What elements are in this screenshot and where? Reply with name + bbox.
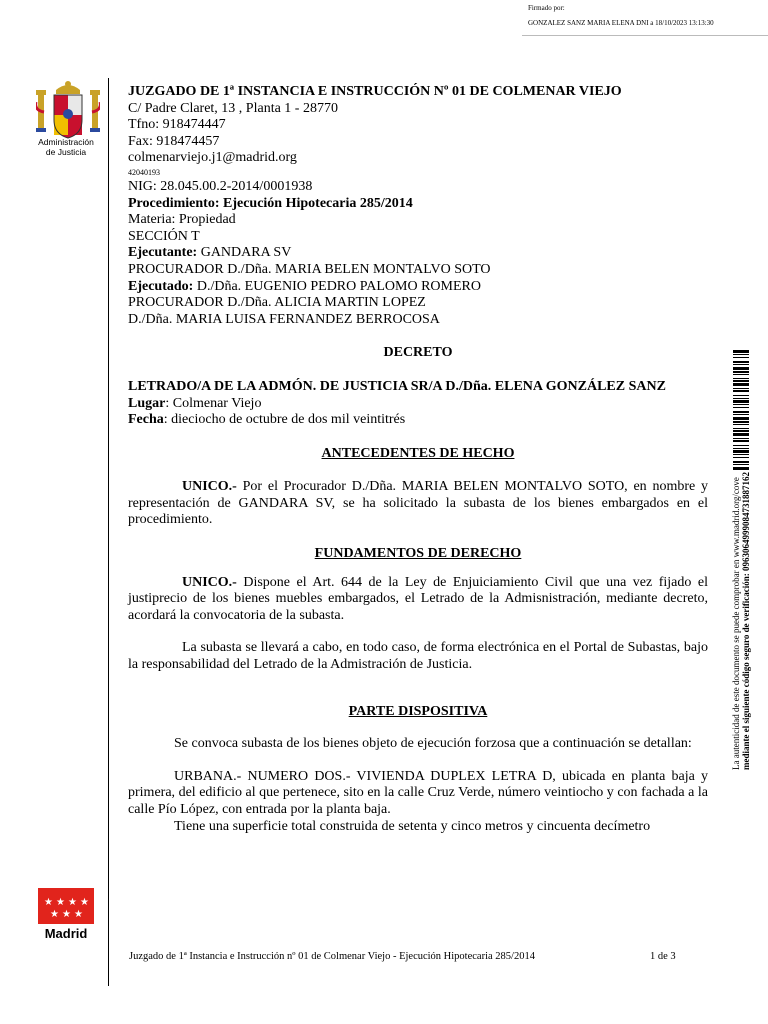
barcode-bar	[733, 417, 749, 420]
court-address: C/ Padre Claret, 13 , Planta 1 - 28770	[128, 100, 338, 116]
barcode-bar	[733, 421, 749, 423]
decree-title: DECRETO	[383, 345, 453, 361]
administracion-justicia-label	[30, 137, 102, 157]
barcode-bar	[733, 457, 749, 458]
svg-text:★: ★	[74, 909, 83, 920]
verification-strip	[731, 350, 768, 770]
case-matter: Materia: Propiedad	[128, 212, 236, 228]
barcode-bar	[733, 380, 749, 382]
fundamentos-lead: UNICO.-	[182, 574, 237, 590]
barcode-bar	[733, 354, 749, 355]
barcode-bar	[733, 438, 749, 439]
coat-of-arms-icon	[36, 80, 100, 142]
decree-letrado: LETRADO/A DE LA ADMÓN. DE JUSTICIA SR/A D./Dña. ELENA GONZÁLEZ SANZ	[128, 378, 666, 394]
barcode-bar	[733, 440, 749, 442]
barcode-bar	[733, 364, 749, 365]
executant-label: Ejecutante:	[128, 245, 198, 261]
barcode-bar	[733, 361, 749, 363]
svg-text:★: ★	[68, 897, 77, 908]
document-body	[128, 84, 708, 835]
admin-label-line2: de Justicia	[45, 147, 87, 157]
madrid-star-logo-icon	[38, 888, 94, 924]
case-procedure: Procedimiento: Ejecución Hipotecaria 285/2014	[128, 195, 413, 211]
case-procurador1: PROCURADOR D./Dña. MARIA BELEN MONTALVO SOTO	[128, 261, 491, 277]
svg-text:★: ★	[80, 897, 89, 908]
verification-line1: La autenticidad de este documento se puede comprobar en www.madrid.org/cove	[731, 477, 741, 770]
court-fax: Fax: 918474457	[128, 133, 220, 149]
barcode-bar	[733, 374, 749, 375]
court-code: 42040193	[128, 167, 160, 177]
case-other-party: D./Dña. MARIA LUISA FERNANDEZ BERROCOSA	[128, 311, 440, 327]
barcode-bar	[733, 378, 749, 379]
case-executant	[128, 245, 708, 262]
place-label: Lugar	[128, 395, 166, 411]
decree-place	[128, 396, 708, 413]
barcode-bar	[733, 404, 749, 405]
fundamentos-text: Dispone el Art. 644 de la Ley de Enjuiciamiento Civil que una vez fijado el justiprecio de los bienes muebles embargados, el Letrado de la Admisnistración, mediante decreto, acordará la convocatoria de la subasta.	[128, 574, 708, 623]
barcode-bar	[733, 350, 749, 353]
case-section: SECCIÓN T	[128, 228, 200, 244]
page-number: 1 de 3	[650, 951, 676, 962]
antecedentes-title: ANTECEDENTES DE HECHO	[321, 445, 515, 461]
barcode-bar	[733, 407, 749, 408]
svg-text:★: ★	[50, 909, 59, 920]
left-margin-rule	[108, 78, 109, 986]
parte-paragraph-1: Se convoca subasta de los bienes objeto de ejecución forzosa que a continuación se detallan:	[174, 736, 692, 752]
court-email: colmenarviejo.j1@madrid.org	[128, 150, 297, 166]
parte-paragraph-3: Tiene una superficie total construida de setenta y cinco metros y cincuenta decímetro	[174, 818, 651, 834]
barcode-bar	[733, 390, 749, 392]
barcode-bar	[733, 371, 749, 373]
decree-date	[128, 412, 708, 429]
court-phone: Tfno: 918474447	[128, 117, 226, 133]
fundamentos-paragraph	[128, 575, 708, 625]
barcode-bar	[733, 411, 749, 413]
date-value: : dieciocho de octubre de dos mil veintitrés	[163, 412, 406, 428]
svg-text:★: ★	[44, 897, 53, 908]
barcode-bar	[733, 398, 749, 399]
signature-label: Firmado por:	[528, 4, 565, 12]
fundamentos-title: FUNDAMENTOS DE DERECHO	[314, 546, 522, 562]
barcode-bar	[733, 388, 749, 389]
place-value: : Colmenar Viejo	[165, 395, 262, 411]
barcode-bar	[733, 400, 749, 403]
parte-dispositiva-title: PARTE DISPOSITIVA	[348, 703, 488, 719]
footer-text: Juzgado de 1ª Instancia e Instrucción nº 01 de Colmenar Viejo - Ejecución Hipotecaria 285/2014	[129, 951, 535, 962]
date-label: Fecha	[128, 412, 164, 428]
barcode-bar	[733, 454, 749, 455]
barcode-bar	[733, 430, 749, 432]
barcode-bar	[733, 467, 749, 470]
case-procurador2: PROCURADOR D./Dña. ALICIA MARTIN LOPEZ	[128, 295, 426, 311]
barcode-bar	[733, 450, 749, 453]
madrid-label: Madrid	[44, 926, 88, 941]
executant-value: GANDARA SV	[197, 245, 292, 261]
signature-signer: GONZALEZ SANZ MARIA ELENA DNI a 18/10/2023 13:13:30	[528, 19, 714, 27]
fundamentos-paragraph-2: La subasta se llevará a cabo, en todo caso, de forma electrónica en el Portal de Subastas, bajo la responsabilidad del Letrado de la Admistración de Justicia.	[128, 640, 708, 673]
barcode-bar	[733, 367, 749, 370]
verification-line2: mediante el siguiente código seguro de verificación: 0963064999084731887162	[741, 471, 751, 770]
antecedentes-lead: UNICO.-	[182, 479, 237, 495]
executed-label: Ejecutado:	[128, 278, 194, 294]
barcode-bar	[733, 357, 749, 358]
svg-text:★: ★	[56, 897, 65, 908]
executed-value: D./Dña. EUGENIO PEDRO PALOMO ROMERO	[193, 278, 481, 294]
signature-divider	[522, 35, 768, 36]
barcode-bar	[733, 383, 749, 386]
barcode-bar	[733, 433, 749, 436]
barcode-bar	[733, 445, 749, 446]
barcode-bar	[733, 424, 749, 425]
barcode-icon	[731, 350, 751, 470]
barcode-bar	[733, 428, 749, 429]
court-title: JUZGADO DE 1ª INSTANCIA E INSTRUCCIÓN Nº 01 DE COLMENAR VIEJO	[128, 84, 622, 99]
antecedentes-text: Por el Procurador D./Dña. MARIA BELEN MONTALVO SOTO, en nombre y representación de GANDARA SV, se ha solicitado la subasta de los bienes embargados en el procedimiento.	[128, 479, 708, 528]
case-executed	[128, 279, 708, 296]
barcode-bar	[733, 395, 749, 396]
barcode-bar	[733, 414, 749, 415]
case-nig: NIG: 28.045.00.2-2014/0001938	[128, 178, 313, 194]
barcode-bar	[733, 461, 749, 463]
parte-paragraph-2: URBANA.- NUMERO DOS.- VIVIENDA DUPLEX LETRA D, ubicada en planta baja y primera, del edificio al que pertenece, sito en la calle Cruz Verde, número veintiocho y con fachada a la calle Pío López, con entrada por la planta baja.	[128, 768, 708, 817]
antecedentes-paragraph	[128, 479, 708, 529]
svg-text:★: ★	[62, 909, 71, 920]
admin-label-line1: Administración	[38, 137, 94, 147]
barcode-bar	[733, 464, 749, 465]
barcode-bar	[733, 448, 749, 449]
